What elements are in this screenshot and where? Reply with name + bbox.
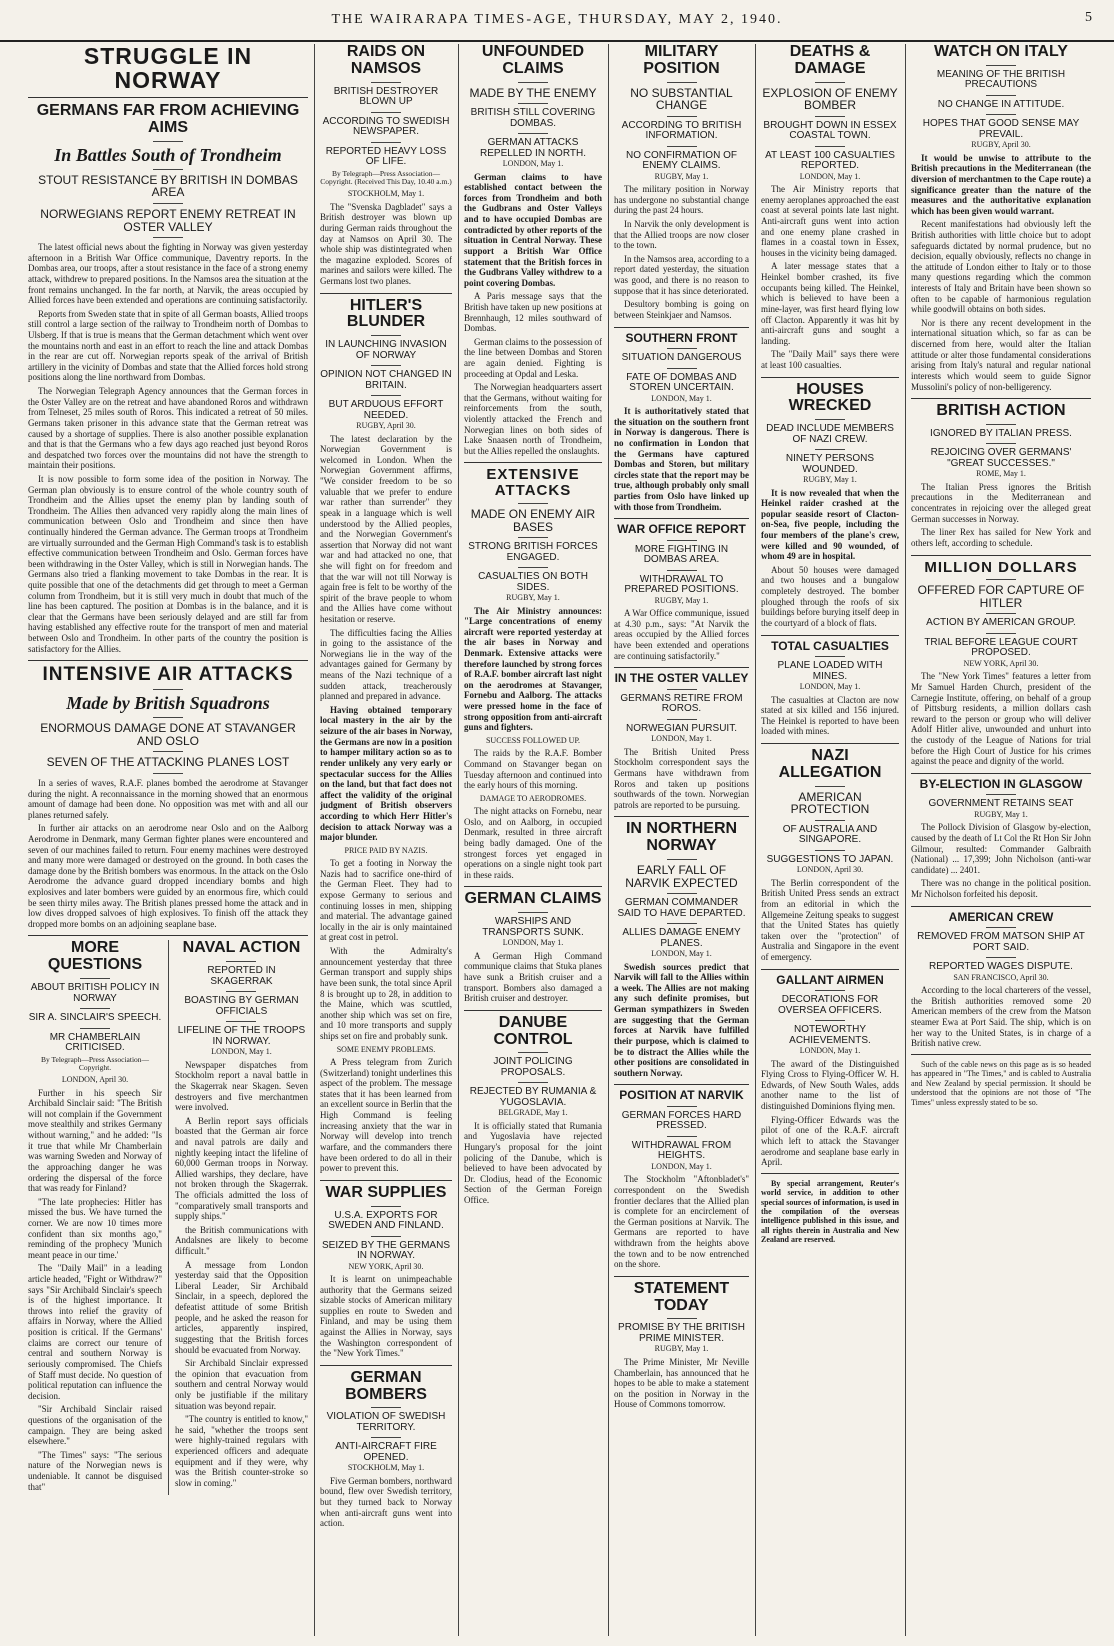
- subhead: PLANE LOADED WITH MINES.: [777, 660, 883, 682]
- headline-position-narvik: POSITION AT NARVIK: [619, 1088, 744, 1103]
- subhead: SOME ENEMY PROBLEMS.: [336, 1044, 436, 1054]
- article-paragraph: A War Office communique, issued at 4.30 p.m., says: "At Narvik the areas occupied by the Allied forces have been extended and operations are continuing satisfactorily.": [614, 608, 749, 661]
- headline-hitlers-blunder: HITLER'S BLUNDER: [346, 296, 426, 331]
- subhead: STOUT RESISTANCE BY BRITISH IN DOMBAS AREA: [38, 172, 298, 200]
- subhead: GERMANS RETIRE FROM ROROS.: [620, 692, 743, 715]
- subhead: REPORTED IN SKAGERRAK: [207, 965, 276, 987]
- subhead: SEIZED BY THE GERMANS IN NORWAY.: [322, 1239, 450, 1262]
- headline-danube-control: DANUBE CONTROL: [493, 1013, 573, 1048]
- dateline: RUGBY, April 30.: [971, 140, 1031, 150]
- subhead: LIFELINE OF THE TROOPS IN NORWAY.: [177, 1025, 306, 1047]
- subhead: GERMANS FAR FROM ACHIEVING AIMS: [36, 102, 300, 137]
- subhead: REPORTED WAGES DISPUTE.: [929, 961, 1073, 973]
- headline-extensive-attacks: EXTENSIVE ATTACKS: [486, 466, 580, 500]
- subhead: WITHDRAWAL FROM HEIGHTS.: [631, 1139, 732, 1162]
- subhead: OF AUSTRALIA AND SINGAPORE.: [782, 823, 878, 846]
- dateline: LONDON, May 1.: [651, 734, 712, 744]
- dateline: STOCKHOLM, May 1.: [347, 189, 425, 199]
- headline-statement-today: STATEMENT TODAY: [633, 1279, 730, 1314]
- column-3: [464, 44, 602, 1636]
- subhead: WITHDRAWAL TO PREPARED POSITIONS.: [624, 573, 739, 596]
- article-paragraph: To get a footing in Norway the Nazis had to sacrifice one-third of the German Fleet. They had to expose Germany to serious and continuing losses in men, shipping and material. The advantage gained locally in the air is only maintained at great cost in petrol.: [320, 858, 452, 943]
- headline-deaths-damage: DEATHS & DAMAGE: [789, 44, 871, 77]
- article-paragraph: The Stockholm "Aftonbladet's" correspondent on the Swedish frontier declares that the Allied plan is complete for an encirclement of the German positions at Narvik. The Germans are reported to have withdrawn from the heights above the town and to be now entrenched on the shore.: [614, 1174, 749, 1270]
- subhead: ACCORDING TO BRITISH INFORMATION.: [621, 119, 742, 142]
- article-paragraph: "Sir Archibald Sinclair raised questions of the organisation of the campaign. They are being asked elsewhere.": [28, 1404, 162, 1447]
- dateline: LONDON, May 1.: [799, 171, 861, 181]
- subhead: ACTION BY AMERICAN GROUP.: [926, 617, 1076, 629]
- article-paragraph: It is learnt on unimpeachable authority that the Germans seized sizable stocks of American military supplies en route to Sweden and Finland, and may be using them against the Allies in Norway, says the Washington correspondent of the "New York Times.": [320, 1273, 452, 1359]
- dateline: BELGRADE, May 1.: [498, 1108, 568, 1118]
- dateline: RUGBY, April 30.: [356, 421, 416, 431]
- subhead: DECORATIONS FOR OVERSEA OFFICERS.: [778, 994, 882, 1016]
- article-paragraph: A German High Command communique claims that Stuka planes have sunk a British cruiser and a transport. Bombers also damaged a British cruiser and destroyer.: [464, 950, 602, 1004]
- notice-paragraph: Such of the cable news on this page as is so headed has appeared in "The Times," and is cabled to Australia and New Zealand by special permission. It should be understood that the opinions are not those of "The Times" unless expressly stated to be so.: [911, 1059, 1091, 1107]
- article-paragraph: Recent manifestations had obviously left the British authorities with little choice but to adopt safeguards dictated by normal prudence, but no decision, equally obviously, reflects no change in the attitude of London either to Italy or to those many questions regarding which the common interests of Italy and Britain have been shown so often to be capable of harmonious regulation while goodwill obtains on both sides.: [911, 219, 1091, 315]
- subhead: SUCCESS FOLLOWED UP.: [485, 735, 580, 745]
- subhead: GOVERNMENT RETAINS SEAT: [928, 798, 1074, 810]
- subhead: NOTEWORTHY ACHIEVEMENTS.: [789, 1024, 871, 1046]
- article-paragraph: Sir Archibald Sinclair expressed the opinion that evacuation from southern and central Norway would only be justifiable if the military situation was beyond repair.: [174, 1358, 308, 1411]
- article-paragraph: A Berlin report says officials boasted that the German air force and naval patrols are daily and nightly keeping intact the lifeline of 60,000 German troops in Norway. Allied warships, they declare, have not broken through the Skagerrak. The officials admitted the loss of "comparatively small transports and supply ships.": [174, 1115, 308, 1222]
- article-paragraph: German claims to the possession of the line between Dombas and Storen are again denied. Fighting is proceeding at Opdal and Leska.: [464, 336, 602, 379]
- subhead: REMOVED FROM MATSON SHIP AT PORT SAID.: [917, 931, 1085, 953]
- headline-german-bombers: GERMAN BOMBERS: [345, 1368, 427, 1403]
- article-paragraph: The "Daily Mail" says there were at least 100 casualties.: [761, 349, 899, 370]
- column-rule: [314, 44, 315, 1636]
- column-4: [614, 44, 749, 1636]
- article-paragraph: There was no change in the political position. Mr Nicholson forfeited his deposit.: [911, 878, 1091, 900]
- dateline: LONDON, May 1.: [211, 1047, 272, 1057]
- subhead: PRICE PAID BY NAZIS.: [344, 845, 428, 855]
- subhead: TRIAL BEFORE LEAGUE COURT PROPOSED.: [924, 636, 1078, 659]
- article-paragraph: "The country is entitled to know," he said, "whether the troops sent were highly-trained regulars with experienced officers and adequate equipment and if they were, why was the British counter-stroke so slow in coming.": [174, 1414, 308, 1488]
- subhead: PROMISE BY THE BRITISH PRIME MINISTER.: [618, 1322, 745, 1344]
- dateline: LONDON, May 1.: [651, 393, 712, 403]
- subhead: OPINION NOT CHANGED IN BRITAIN.: [320, 369, 452, 391]
- article-paragraph: "The Times" says: "The serious nature of the Norwegian news is undeniable. It cannot be disguised that": [28, 1449, 162, 1492]
- subhead: SUGGESTIONS TO JAPAN.: [766, 853, 894, 865]
- headline-more-questions: MORE QUESTIONS: [47, 939, 143, 974]
- headline-gallant-airmen: GALLANT AIRMEN: [776, 972, 884, 987]
- article-paragraph: Five German bombers, northward bound, flew over Swedish territory, but they turned back to Norway when anti-aircraft guns went into action.: [320, 1475, 452, 1529]
- subhead: NINETY PERSONS WOUNDED.: [785, 453, 875, 475]
- subhead: REPORTED HEAVY LOSS OF LIFE.: [325, 145, 447, 168]
- dateline: NEW YORK, April 30.: [963, 658, 1039, 668]
- headline-american-crew: AMERICAN CREW: [948, 909, 1054, 924]
- dateline: STOCKHOLM, May 1.: [347, 1463, 425, 1473]
- subhead: NO CHANGE IN ATTITUDE.: [937, 98, 1065, 110]
- dateline: RUGBY, May 1.: [506, 593, 560, 603]
- subhead: AT LEAST 100 CASUALTIES REPORTED.: [765, 149, 895, 172]
- column-rule: [458, 44, 459, 1636]
- subhead: SIR A. SINCLAIR'S SPEECH.: [28, 1012, 162, 1024]
- headline-air-attacks: INTENSIVE AIR ATTACKS: [42, 664, 294, 686]
- subhead: EXPLOSION OF ENEMY BOMBER: [762, 85, 898, 113]
- headline-military-position: MILITARY POSITION: [643, 44, 720, 77]
- subhead: MORE FIGHTING IN DOMBAS AREA.: [634, 543, 729, 566]
- article-paragraph: The "New York Times" features a letter from Mr Samuel Harden Church, president of the Carnegie Institute, offering, on behalf of a group of Pittsburg residents, a million dollars cash reward to the person or group who will deliver Adolf Hitler alive, unwounded and unhurt into the custody of the League of Nations for trial before the High Court of Justice for his crimes against the peace and dignity of the world.: [911, 671, 1091, 767]
- article-paragraph: About 50 houses were damaged and two houses and a bungalow completely destroyed. The bomber ploughed through the roofs of six buildings before burying itself deep in the courtyard of a block of flats.: [761, 564, 899, 628]
- subhead: BOASTING BY GERMAN OFFICIALS: [184, 995, 299, 1017]
- column-6: [911, 44, 1091, 1636]
- subhead: ENORMOUS DAMAGE DONE AT STAVANGER AND OSLO: [40, 721, 296, 748]
- dateline: LONDON, May 1.: [799, 682, 861, 692]
- subhead: ACCORDING TO SWEDISH NEWSPAPER.: [322, 115, 450, 138]
- subhead: OFFERED FOR CAPTURE OF HITLER: [917, 583, 1085, 610]
- credit: By Telegraph—Press Association—Copyright.: [40, 1054, 150, 1073]
- headline-norway: STRUGGLE IN NORWAY: [83, 44, 253, 94]
- headline-total-casualties: TOTAL CASUALTIES: [771, 638, 889, 653]
- headline-german-claims: GERMAN CLAIMS: [464, 890, 602, 908]
- subhead: IN LAUNCHING INVASION OF NORWAY: [325, 339, 447, 361]
- headline-war-office-report: WAR OFFICE REPORT: [617, 522, 746, 537]
- subhead: EARLY FALL OF NARVIK EXPECTED: [625, 863, 738, 890]
- article-paragraph: It would be unwise to attribute to the British precautions in the Mediterranean (the diversion of merchantmen to the Cape route) a significance greater than the nature of the measures and the authoritative explanation which has been given would warrant.: [911, 152, 1091, 216]
- dateline: LONDON, May 1.: [502, 159, 564, 169]
- article-paragraph: A Paris message says that the British have taken up new positions at Brennhaugh, 12 miles southward of Dombas.: [464, 291, 602, 334]
- article-paragraph: German claims to have established contact between the forces from Trondheim and both the Gudbrans and Oster Valleys and to have occupied Dombas are contradicted by other reports of the situation in Central Norway. These support a British War Office statement that the British forces in the Gudbrans Valley withdrew to a point covering Dombas.: [464, 171, 602, 288]
- article-paragraph: Desultory bombing is going on between Steinkjaer and Namsos.: [614, 299, 749, 320]
- column-rule: [755, 44, 756, 1636]
- subhead: REJOICING OVER GERMANS' "GREAT SUCCESSES.": [930, 447, 1072, 469]
- subhead: REJECTED BY RUMANIA & YUGOSLAVIA.: [469, 1086, 597, 1108]
- headline-unfounded-claims: UNFOUNDED CLAIMS: [481, 44, 585, 77]
- article-paragraph: The difficulties facing the Allies in going to the assistance of the Norwegians lie in the way of the advantages gained for Germany by means of the Nazi technique of a sudden attack, treacherously planned and prepared in advance.: [320, 627, 452, 702]
- column-5: [761, 44, 899, 1636]
- article-paragraph: Nor is there any recent development in the international situation which, so far as can be discerned from here, would alter the Italian attitude or alter those fundamental considerations arising from Italy's natural and regular national interests which would seem to guide Signor Mussolini's policy of non-belligerency.: [911, 317, 1091, 392]
- dateline: LONDON, April 30.: [61, 1075, 129, 1085]
- article-paragraph: The Norwegian headquarters assert that the Germans, without waiting for reinforcements from the south, violently attacked the French and Norwegian lines on both sides of Lake Snaasen north of Trondheim, but the Allies repelled the onslaughts.: [464, 382, 602, 456]
- subhead: GERMAN ATTACKS REPELLED IN NORTH.: [480, 137, 586, 159]
- subhead: WARSHIPS AND TRANSPORTS SUNK.: [482, 916, 584, 938]
- article-paragraph: Swedish sources predict that Narvik will fall to the Allies within a week. The Allies are not making any such definite promises, but German sympathizers in Sweden are suggesting that the German forces at Narvik have fulfilled their purpose, which is claimed to be to distract the Allies while the other positions are consolidated in southern Norway.: [614, 961, 749, 1078]
- subhead: FATE OF DOMBAS AND STOREN UNCERTAIN.: [626, 371, 737, 394]
- headline-raids-namsos: RAIDS ON NAMSOS: [346, 44, 426, 77]
- dateline: RUGBY, May 1.: [974, 809, 1028, 819]
- column-lead: [28, 44, 308, 1636]
- article-paragraph: The military position in Norway has undergone no substantial change during the past 24 hours.: [614, 184, 749, 216]
- subhead: GERMAN FORCES HARD PRESSED.: [621, 1109, 742, 1132]
- article-paragraph: The award of the Distinguished Flying Cross to Flying-Officer W. H. Edwards, of New South Wales, adds another name to the list of distinguished Dominions flying men.: [761, 1058, 899, 1112]
- article-paragraph: Having obtained temporary local mastery in the air by the seizure of the air bases in Norway, the Germans are now in a position to hamper military action so as to render unlikely any very early or spectacular success for the Allies on the land, but that fact does not affect the validity of the original judgment of British observers according to which Herr Hitler's decision to attack Norway was a major blunder.: [320, 704, 452, 843]
- subhead: VIOLATION OF SWEDISH TERRITORY.: [326, 1411, 446, 1433]
- subhead: IGNORED BY ITALIAN PRESS.: [930, 427, 1072, 439]
- credit: By Telegraph—Press Association—Copyright. (Received This Day, 10.40 a.m.): [320, 168, 452, 187]
- subhead: ABOUT BRITISH POLICY IN NORWAY: [30, 982, 160, 1004]
- article-paragraph: The Italian Press ignores the British precautions in the Mediterranean and concentrates in rejoicing over the alleged great German successes in Norway.: [911, 481, 1091, 524]
- headline-naval-action: NAVAL ACTION: [182, 939, 301, 957]
- article-paragraph: In the Namsos area, according to a report dated yesterday, the situation was good, and there is no reason to suppose that it has since deteriorated.: [614, 253, 749, 296]
- article-paragraph: In further air attacks on an aerodrome near Oslo and on the Aalborg Aerodrome in Denmark, many German fighter planes were encountered and seven of our machines failed to return. Four enemy machines were destroyed and many more were damaged or destroyed on the ground. In both cases the damage done by the British bombers was enormous. In the attack on the Oslo Aerodrome the advance guard dropped incendiary bombs and high explosives and later bombers were guided by an enormous fire, which could be seen thirty miles away. The British planes pressed home the attack and in low dives dropped salvoes of high explosives. To finish off the attack they dropped more bombs on an adjoining seaplane base.: [28, 823, 308, 929]
- dateline: ROME, May 1.: [976, 469, 1026, 479]
- article-paragraph: The night attacks on Fornebu, near Oslo, and on Aalborg, in occupied Denmark, resulted in three aircraft being badly damaged. One of the strongest forces yet engaged in operations on a single night took part in these raids.: [464, 806, 602, 880]
- article-paragraph: Reports from Sweden state that in spite of all German boasts, Allied troops still control a large section of the railway to Trondheim north of Dombas to Ulsberg. If that is true is means that the German detachment which went over the mountains north and east in an effort to reach the line and attack Dombas in the rear are cut off. Norwegian reports speak of the arrival of British artillery in the vicinity of Dombas and state that the Allied forces hold strong positions along the line northward from Dombas.: [28, 308, 308, 383]
- article-paragraph: The Air Ministry announces: "Large concentrations of enemy aircraft were reported yesterday at the air bases in Norway and Denmark. Extensive attacks were therefore launched by strong forces of R.A.F. bomber aircraft last night on the aerodromes at Stavanger, Fornebu and Aalborg. The attacks were pressed home in the face of strong opposition from anti-aircraft guns and fighters.: [464, 605, 602, 733]
- article-paragraph: The "Svenska Dagbladet" says a British destroyer was blown up during German raids throughout the day at Namsos on April 30. The whole ship was distintegrated when the magazine exploded. Scores of marines and sailors were killed. The Germans lost two planes.: [320, 201, 452, 286]
- dateline: LONDON, May 1.: [651, 949, 712, 959]
- headline-watch-on-italy: WATCH ON ITALY: [934, 44, 1068, 60]
- article-paragraph: "The late prophecies: Hitler has missed the bus. We have turned the corner. We are now 10 times more confident than six months ago," reminding of the prophecy 'Munich meant peace in our time.': [28, 1196, 162, 1260]
- subhead: BRITISH STILL COVERING DOMBAS.: [470, 107, 596, 129]
- subhead: BRITISH DESTROYER BLOWN UP: [333, 85, 439, 108]
- article-paragraph: It is officially stated that Rumania and Yugoslavia have rejected Hungary's proposal for the joint policing of the Danube, which is believed to have been advocated by Dr. Clodius, head of the Economic Section of the German Foreign Office.: [464, 1120, 602, 1206]
- dateline: RUGBY, May 1.: [803, 475, 857, 485]
- subhead: SEVEN OF THE ATTACKING PLANES LOST: [46, 755, 290, 770]
- subhead: CASUALTIES ON BOTH SIDES.: [478, 571, 588, 593]
- headline-million-dollars: MILLION DOLLARS: [924, 558, 1078, 576]
- headline-oster-valley: IN THE OSTER VALLEY: [614, 671, 749, 686]
- subhead: NO CONFIRMATION OF ENEMY CLAIMS.: [626, 149, 737, 172]
- article-paragraph: The Norwegian Telegraph Agency announces that the German forces in the Oster Valley are on the retreat and have abandoned Roros and withdrawn from Telneset, 25 miles south of Roros. This indicated a retreat of 50 miles. Germans taken prisoner in this advance state that the German retreat was caused by a shortage of supplies. There is also another possible explanation and that is that the Germans who a few days ago reached just beyond Roros and despatched two forces over the mountains did not have the strength to maintain their positions.: [28, 386, 308, 471]
- subhead: DAMAGE TO AERODROMES.: [479, 793, 587, 803]
- article-paragraph: The latest declaration by the Norwegian Government is welcomed in London. When the Norwegian Government affirms, "We consider freedom to be so valuable that we prefer to endure war rather than surrender" they speak in a language which is well understood by the Allied peoples, and the Norwegian Government's assertion that Norway did not want war and had attacked no one, that she will fight on for freedom and that the war will not till Norway is again free is felt to be worthy of the spirit of the brave people to whom and the Allies have come without hesitation or reserve.: [320, 433, 452, 624]
- article-paragraph: Further in his speech Sir Archibald Sinclair said: "The British will not complain if the Government move stealthily and strikes Germany without warning," and he added: "Is it true that while Mr Chamberlain was warning Sweden and Norway of the approaching danger he was ordering the dispersal of the force that was ready for Finland?: [28, 1087, 162, 1194]
- article-paragraph: Newspaper dispatches from Stockholm report a naval battle in the Skagerrak near Skagen. Seven destroyers and five merchantmen were involved.: [174, 1059, 308, 1113]
- article-paragraph: A Press telegram from Zurich (Switzerland) tonight underlines this aspect of the problem. The message states that it has been learned from an excellent source in Berlin that the High Command is feeling increasing anxiety that the war in Norway will develop into trench warfare, and the commanders there have been ordered to do all in their power to prevent this.: [320, 1057, 452, 1174]
- article-paragraph: The latest official news about the fighting in Norway was given yesterday afternoon in a British War Office communique, Daventry reports. In the Dombas area, our troops, after a stout resistance in the face of a strong enemy attack, withdrew to prepared positions. In the Namsos area the situation at the front remains unchanged. In the far north, at Narvik, the areas occupied by Allied forces have been extended and operations are continuing satisfactorily.: [28, 242, 308, 306]
- article-paragraph: The British United Press Stockholm correspondent says the Germans have withdrawn from Roros and taken up positions southwards of the town. Norwegian patrols are reported to be pursuing.: [614, 746, 749, 810]
- dateline: LONDON, April 30.: [796, 865, 864, 875]
- article-paragraph: The Air Ministry reports that enemy aeroplanes approached the east coast at several points late last night. Anti-aircraft guns went into action and one enemy plane crashed in flames in a coastal town in Essex, houses in the vicinity being damaged.: [761, 184, 899, 258]
- article-paragraph: The Pollock Division of Glasgow by-election, caused by the death of Lt Col the Rt Hon Sir John Gilmour, resulted: Commander Galbraith (National) ... 17,399; John Nicholson (anti-war candidate) ... 2401.: [911, 822, 1091, 875]
- subhead: Made by British Squadrons: [66, 693, 270, 714]
- article-paragraph: The raids by the R.A.F. Bomber Command on Stavanger began on Tuesday afternoon and continued into the early hours of this morning.: [464, 748, 602, 791]
- article-paragraph: In Narvik the only development is that the Allied troops are now closer to the town.: [614, 219, 749, 251]
- subhead: GERMAN COMMANDER SAID TO HAVE DEPARTED.: [617, 897, 746, 919]
- subhead: STRONG BRITISH FORCES ENGAGED.: [468, 541, 598, 563]
- article-paragraph: It is now possible to form some idea of the position in Norway. The German plan obviously is to ensure control of the whole country south of Trondheim and the Allies upset the enemy plan by landing south of Trondheim. The Allies then advanced very rapidly along the main lines of communication between Oslo and Trondheim and since then have continually hindered the German advance. The German troops at Trondheim are virtually surrounded and the German High Command's task is to establish effective communication between Trondheim and Oslo. German forces have been withdrawing in the Oster Valley, which is still in Norwegian hands. The Germans also tried a flanking movement to take Dombas in the rear. It is quite possible that one of the detachments did get through to meet a German column from Trondheim, but it is still very much in doubt that much of the line has been captured. The position at Dombas is in the balance, and it is clear that the Germans have been seriously delayed and are still far from having established any effective route for the transport of men and material between Oslo and Trondheim. In other parts of the country the position is satisfactory for the Allies.: [28, 473, 308, 654]
- headline-war-supplies: WAR SUPPLIES: [325, 1183, 447, 1201]
- article-paragraph: The Prime Minister, Mr Neville Chamberlain, has announced that he hopes to be able to make a statement on the position in Norway in the House of Commons tomorrow.: [614, 1356, 749, 1410]
- subhead: In Battles South of Trondheim: [54, 144, 282, 165]
- column-rule: [905, 44, 906, 1636]
- article-paragraph: The Berlin correspondent of the British United Press sends an extract from an editorial in which the Allgemeine Zeitung speaks to suggest that the United States has quietly taken over the "protection" of Australia and Singapore in the event of emergency.: [761, 877, 899, 962]
- dateline: LONDON, May 1.: [799, 1046, 861, 1056]
- subhead: U.S.A. EXPORTS FOR SWEDEN AND FINLAND.: [328, 1209, 444, 1232]
- dateline: RUGBY, May 1.: [654, 1344, 709, 1354]
- subhead: ALLIES DAMAGE ENEMY PLANES.: [622, 927, 741, 949]
- article-paragraph: It is authoritatively stated that the situation on the southern front in Norway is dangerous. There is no confirmation in London that the Germans have captured Dombas and Storen, but military circles state that the report may be true, although probably only small parties from Oslo have linked up with those from Trondheim.: [614, 406, 749, 512]
- dateline: RUGBY, May 1.: [654, 595, 709, 605]
- subhead: JOINT POLICING PROPOSALS.: [493, 1056, 573, 1078]
- headline-southern-front: SOUTHERN FRONT: [625, 330, 738, 345]
- dateline: RUGBY, May 1.: [654, 171, 709, 181]
- subhead: MADE ON ENEMY AIR BASES: [470, 506, 596, 534]
- subhead: SITUATION DANGEROUS: [621, 352, 742, 364]
- masthead: [0, 0, 1114, 42]
- column-rule: [608, 44, 609, 1636]
- notice-paragraph: By special arrangement, Reuter's world service, in addition to other special sources of information, is used in the compilation of the overseas intelligence published in this issue, and all rights therein in Australia and New Zealand are reserved.: [761, 1178, 899, 1245]
- subhead: NO SUBSTANTIAL CHANGE: [630, 85, 733, 113]
- article-paragraph: In a series of waves, R.A.F. planes bombed the aerodrome at Stavanger during the night. A reconnaissance in the morning showed that an enormous amount of damage had been done. No opposition was met with and all our planes returned safely.: [28, 777, 308, 820]
- subhead: HOPES THAT GOOD SENSE MAY PREVAIL.: [922, 118, 1080, 140]
- article-paragraph: A later message states that a Heinkel bomber crashed, its five occupants being killed. The Heinkel, which is believed to have been a mine-layer, was first heard flying low off Clacton. Apparently it was hit by anti-aircraft guns and sought a landing.: [761, 261, 899, 346]
- subhead: BROUGHT DOWN IN ESSEX COASTAL TOWN.: [763, 119, 897, 142]
- article-paragraph: Flying-Officer Edwards was the pilot of one of the R.A.F. aircraft which left to attack the Stavanger aerodrome and seaplane base early in April.: [761, 1114, 899, 1168]
- article-paragraph: The "Daily Mail" in a leading article headed, "Fight or Withdraw?" says "Sir Archibald Sinclair's speech is of the highest importance. It throws into relief the gravity of affairs in Norway, where the Allied position is critical. If the Germans' claims are correct our tenure of central and southern Norway is seriously compromised. The Chiefs of Staff must decide. No question of political reputation can influence the decision.: [28, 1263, 162, 1401]
- dateline: LONDON, May 1.: [651, 1161, 712, 1171]
- article-paragraph: the British communications with Andalsnes are likely to become difficult.": [174, 1224, 308, 1257]
- headline-by-election-glasgow: BY-ELECTION IN GLASGOW: [919, 776, 1083, 791]
- subhead: NORWEGIAN PURSUIT.: [626, 722, 737, 734]
- headline-british-action: BRITISH ACTION: [936, 402, 1066, 420]
- subhead: AMERICAN PROTECTION: [790, 789, 870, 817]
- subhead: DEAD INCLUDE MEMBERS OF NAZI CREW.: [766, 423, 894, 445]
- subhead: ANTI-AIRCRAFT FIRE OPENED.: [335, 1441, 437, 1463]
- dateline: SAN FRANCISCO, April 30.: [953, 972, 1049, 982]
- headline-houses-wrecked: HOUSES WRECKED: [788, 380, 872, 415]
- article-paragraph: The liner Rex has sailed for New York and others left, according to schedule.: [911, 527, 1091, 548]
- article-paragraph: The casualties at Clacton are now stated at six killed and 156 injured. The Heinkel is reported to have been loaded with mines.: [761, 694, 899, 737]
- subhead: MADE BY THE ENEMY: [469, 85, 597, 100]
- article-paragraph: According to the local charterers of the vessel, the British authorities removed some 20 American members of the crew from the Matson steamer Ewa at Port Said. The ship, which is on her way to the United States, is in charge of a British native crew.: [911, 985, 1091, 1049]
- headline-northern-norway: IN NORTHERN NORWAY: [625, 820, 738, 855]
- article-paragraph: A message from London yesterday said that the Opposition Liberal Leader, Sir Archibald Sinclair, in a speech, deplored the defeatist attitude of some British people, and he asked the reason for articles, apparently inspired, suggesting that the British forces should be evacuated from Norway.: [174, 1259, 308, 1355]
- dateline: NEW YORK, April 30.: [348, 1261, 424, 1271]
- headline-nazi-allegation: NAZI ALLEGATION: [778, 747, 882, 781]
- article-paragraph: It is now revealed that when the Heinkel raider crashed at the popular seaside resort of Clacton-on-Sea, five people, including the four members of the plane's crew, were killed and 90 wounded, of whom 49 are in hospital.: [761, 487, 899, 562]
- subhead: NORWEGIANS REPORT ENEMY RETREAT IN OSTER VALLEY: [40, 206, 296, 234]
- subhead: BUT ARDUOUS EFFORT NEEDED.: [328, 399, 444, 421]
- subhead: MEANING OF THE BRITISH PRECAUTIONS: [936, 68, 1066, 91]
- masthead-title: THE WAIRARAPA TIMES-AGE, THURSDAY, MAY 2, 1940.: [331, 12, 783, 27]
- article-paragraph: With the Admiralty's announcement yesterday that three German transport and supply ships have been sunk, the total since April 8 is brought up to 28, in addition to the Maine, which was scuttled, another ship which was set on fire, and 10 more transports and supply ships set on fire and probably sunk.: [320, 946, 452, 1041]
- column-2: [320, 44, 452, 1636]
- page-number: 5: [1085, 10, 1092, 25]
- subhead: MR CHAMBERLAIN CRITICISED.: [49, 1031, 141, 1054]
- dateline: LONDON, May 1.: [502, 938, 564, 948]
